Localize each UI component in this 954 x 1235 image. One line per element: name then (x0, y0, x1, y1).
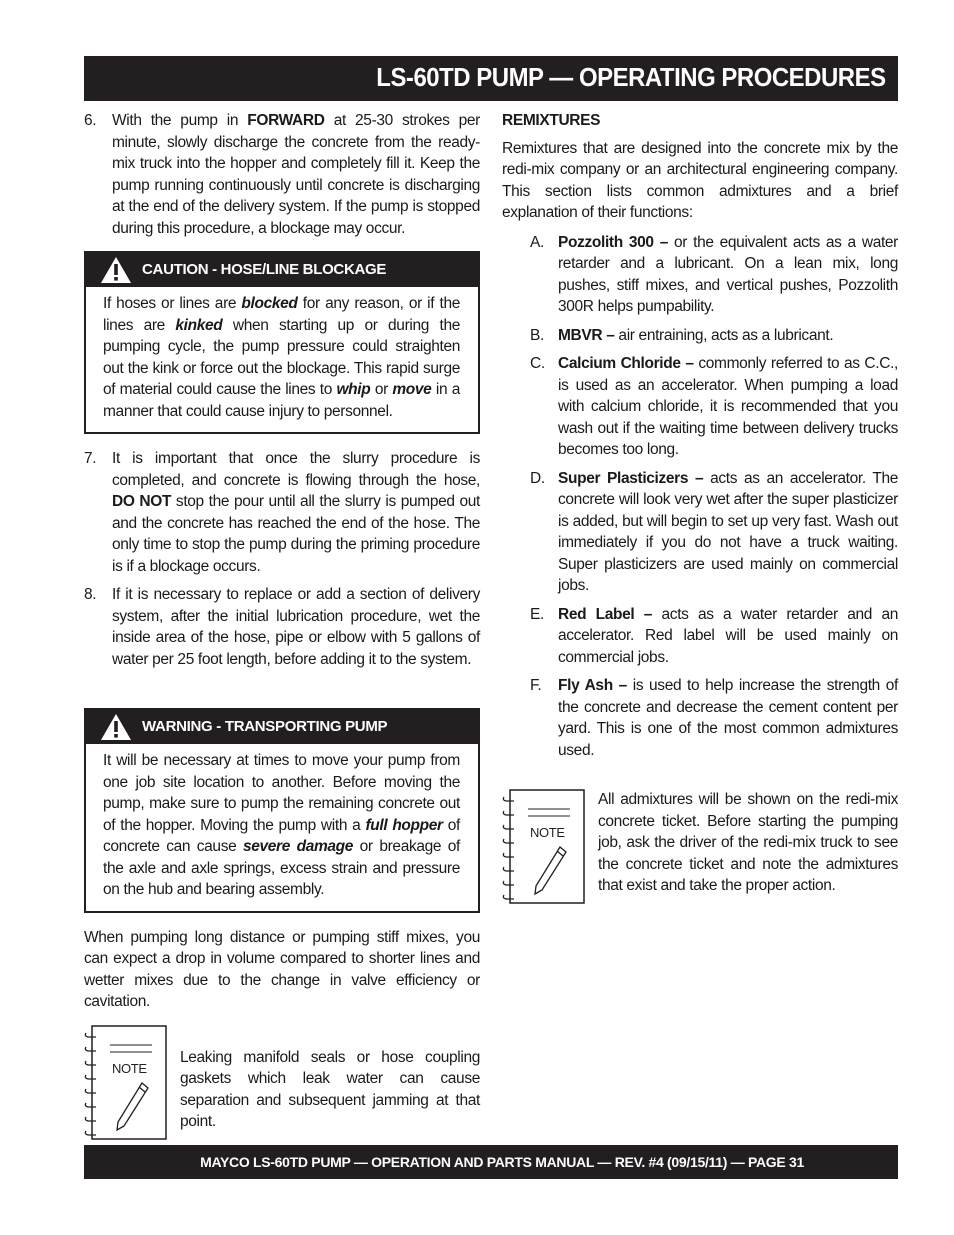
item-letter: B. (530, 326, 544, 344)
caution-title: CAUTION - HOSE/LINE BLOCKAGE (142, 261, 387, 279)
long-distance-paragraph: When pumping long distance or pumping stiff mixes, you can expect a drop in volume compared to shorter lines and wetter mixes due to the change in valve efficiency or cavitation. (84, 928, 480, 1010)
right-column (502, 110, 898, 905)
warning-triangle-icon (100, 713, 132, 741)
note-block (502, 789, 898, 905)
item-text: Super Plasticizers – acts as an accelerator. The concrete will look very wet after the super plasticizer is added, but will begin to set up very fast. Wash out immediately if you do not have a truck waiting. Super plasticizers are used mainly on commercial jobs. (558, 469, 899, 594)
item-text: Fly Ash – is used to help increase the strength of the concrete and decrease the cement content per yard. This is one of the most common admixtures used. (558, 677, 898, 759)
note-text: Leaking manifold seals or hose coupling gaskets which leak water can cause separation and subsequent jamming at that point. (180, 1048, 480, 1130)
warning-box (84, 708, 480, 913)
admixture-item (502, 353, 898, 461)
step-number: 8. (84, 586, 97, 603)
item-text: Pozzolith 300 – or the equivalent acts as a water retarder and a lubricant. On a lean mix, long pushes, stiff mixes, and vertical pushes, Pozzolith 300R helps pumpability. (558, 233, 898, 315)
caution-box (84, 251, 480, 434)
item-text: Red Label – acts as a water retarder and an accelerator. Red label will be used mainly on commercial jobs. (558, 605, 899, 666)
step-number: 7. (84, 450, 97, 467)
page-footer (84, 1145, 898, 1179)
intro-paragraph: Remixtures that are designed into the concrete mix by the redi-mix company or an architectural engineering company. This section lists common admixtures and a brief explanation of their functions: (502, 139, 898, 221)
step-6 (84, 110, 480, 239)
warning-title: WARNING - TRANSPORTING PUMP (142, 718, 388, 736)
admixture-item (502, 604, 898, 669)
note-block (84, 1025, 480, 1141)
left-column (84, 110, 480, 1141)
item-letter: D. (530, 469, 545, 487)
warning-triangle-icon (100, 256, 132, 284)
item-letter: A. (530, 233, 544, 251)
step-number: 6. (84, 112, 97, 129)
note-text: All admixtures will be shown on the redi-mix concrete ticket. Before starting the pumping job, ask the driver of the redi-mix truck to see the concrete ticket and note the admixtures that exist and take the proper action. (598, 791, 898, 894)
warning-header (86, 710, 478, 744)
item-letter: F. (530, 677, 542, 694)
section-heading: REMIXTURES (502, 112, 601, 129)
admixture-item (502, 675, 898, 761)
note-label: NOTE (530, 825, 565, 840)
admixture-item (502, 325, 898, 347)
step-text: If it is necessary to replace or add a section of delivery system, after the initial lubrication procedure, wet the inside area of the hose, pipe or elbow with 5 gallons of water per 25 foot length, before adding it to the system. (112, 586, 480, 668)
warning-text: It will be necessary at times to move your pump from one job site location to another. Before moving the pump, make sure to pump the remaining concrete out of the hopper. Moving the pump with a full hopper of concrete can cause severe damage or breakage of the axle and axle springs, excess strain and pressure on the hub and bearing assembly. (103, 752, 461, 898)
item-text: Calcium Chloride – commonly referred to as C.C., is used as an accelerator. When pumping a load with calcium chloride, it is recommended that you wash out if the waiting time between delivery trucks becomes too long. (558, 355, 898, 458)
admixture-item (502, 232, 898, 318)
caution-header (86, 253, 478, 287)
item-letter: E. (530, 605, 544, 623)
admixture-item (502, 468, 898, 597)
note-icon (84, 1025, 168, 1141)
page-title: LS-60TD PUMP — OPERATING PROCEDURES (376, 62, 886, 92)
page-header (84, 56, 898, 101)
note-label: NOTE (112, 1060, 147, 1076)
item-letter: C. (530, 355, 545, 372)
caution-text: If hoses or lines are blocked for any reason, or if the lines are kinked when starting up or during the pumping cycle, the pump pressure could straighten out the kink or force out the blockage. This rapid surge of material could cause the lines to whip or move in a manner that could cause injury to personnel. (103, 295, 460, 420)
step-text: With the pump in FORWARD at 25-30 strokes per minute, slowly discharge the concrete from the ready-mix truck into the hopper and completely fill it. Keep the pump running continuously until concrete is discharging at the end of the delivery system. If the pump is stopped during this procedure, a blockage may occur. (112, 112, 480, 237)
item-text: MBVR – air entraining, acts as a lubricant. (558, 326, 834, 344)
footer-text: MAYCO LS-60TD PUMP — OPERATION AND PARTS MANUAL — REV. #4 (09/15/11) — PAGE 31 (200, 1154, 804, 1170)
step-8 (84, 584, 480, 670)
step-text: It is important that once the slurry procedure is completed, and concrete is flowing through the hose, DO NOT stop the pour until all the slurry is pumped out and the concrete has reached the end of the hose. The only time to stop the pump during the priming procedure is if a blockage occurs. (112, 450, 480, 575)
step-7 (84, 448, 480, 577)
note-icon (502, 789, 586, 905)
